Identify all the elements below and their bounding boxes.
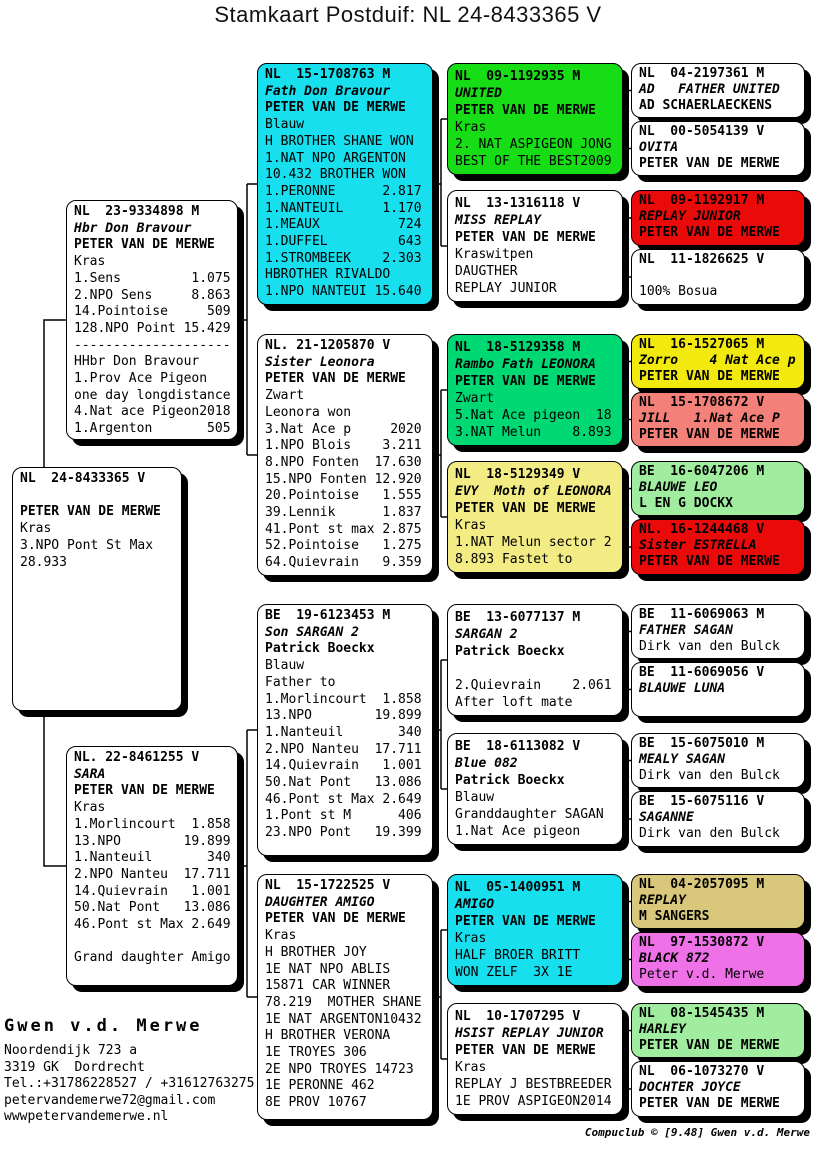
contact-address-line: Noordendijk 723 a	[4, 1043, 138, 1058]
pedigree-line: NL 06-1073270 V	[639, 1064, 765, 1079]
pedigree-line: 1.NAT NPO ARGENTON	[265, 150, 406, 166]
pedigree-line: HSIST REPLAY JUNIOR	[455, 1026, 604, 1041]
pedigree-line: 1.NPO Blois 3.211	[265, 438, 422, 454]
pedigree-line: BE 15-6075010 M	[639, 736, 765, 751]
pedigree-line: HARLEY	[639, 1021, 686, 1037]
pedigree-line: PETER VAN DE MERWE	[265, 100, 406, 116]
pedigree-line: FATHER SAGAN	[639, 622, 733, 638]
pedigree-line: NL 15-1708763 M	[265, 67, 391, 82]
pedigree-line: 14.Pointoise 509	[74, 304, 231, 320]
pedigree-line: 39.Lennik 1.837	[265, 505, 422, 521]
pedigree-line: REPLAY	[639, 892, 686, 908]
pedigree-line: Granddaughter SAGAN	[455, 807, 604, 822]
pedigree-line: 46.Pont st Max 2.649	[74, 917, 231, 933]
pedigree-line: M SANGERS	[639, 908, 710, 924]
pedigree-line: NL. 21-1205870 V	[265, 338, 391, 353]
pedigree-line: PETER VAN DE MERWE	[455, 914, 596, 929]
pedigree-line: Son SARGAN 2	[265, 624, 359, 640]
pedigree-line: PETER VAN DE MERWE	[74, 237, 215, 253]
pedigree-line: 1.Nanteuil 340	[74, 850, 231, 866]
pedigree-box-father	[66, 200, 238, 440]
pedigree-line: HALF BROER BRITT	[455, 948, 581, 963]
pedigree-line: Dirk van den Bulck	[639, 825, 780, 841]
pedigree-line: 4.Nat ace Pigeon2018	[74, 404, 231, 420]
pedigree-line: UNITED	[455, 86, 502, 101]
pedigree-line: 1.Nanteuil 340	[265, 724, 422, 740]
pedigree-line: 2.NPO Sens 8.863	[74, 287, 231, 303]
pedigree-line: one day longdistance	[74, 387, 231, 403]
pedigree-line: 41.Pont st max 2.875	[265, 521, 422, 537]
pedigree-line: NL 97-1530872 V	[639, 935, 765, 950]
pedigree-line: Kras	[20, 521, 52, 537]
pedigree-line: NL 04-2197361 M	[639, 66, 765, 81]
pedigree-line: HBROTHER RIVALDO	[265, 267, 391, 283]
pedigree-box-c4b10	[631, 662, 805, 717]
pedigree-line: Sister Leonora	[265, 354, 375, 370]
pedigree-line: Zwart	[265, 388, 305, 404]
pedigree-line: 1.Morlincourt 1.858	[265, 691, 422, 707]
pedigree-line: NL 09-1192935 M	[455, 69, 581, 84]
pedigree-line: 50.Nat Pont 13.086	[74, 900, 231, 916]
pedigree-line: PETER VAN DE MERWE	[455, 103, 596, 118]
pedigree-line: BEST OF THE BEST2009	[455, 154, 612, 169]
pedigree-line: 100% Bosua	[639, 283, 718, 299]
pedigree-line: Dirk van den Bulck	[639, 767, 780, 783]
pedigree-line: NL 15-1722525 V	[265, 878, 391, 893]
pedigree-box-c3b1	[447, 63, 623, 175]
pedigree-line: BE 19-6123453 M	[265, 608, 391, 623]
pedigree-line: 64.Quievrain 9.359	[265, 555, 422, 571]
pedigree-line: BE 11-6069063 M	[639, 607, 765, 622]
pedigree-line: PETER VAN DE MERWE	[639, 1095, 780, 1111]
pedigree-line: 1.Nat Ace pigeon	[455, 824, 581, 839]
pedigree-line: 52.Pointoise 1.275	[265, 538, 422, 554]
pedigree-line: REPLAY J BESTBREEDER	[455, 1077, 612, 1092]
contact-city-line: 3319 GK Dordrecht	[4, 1059, 145, 1075]
pedigree-line: PETER VAN DE MERWE	[20, 504, 161, 520]
pedigree-box-c3b6	[447, 733, 623, 845]
pedigree-line: 1E PERONNE 462	[265, 1078, 375, 1094]
pedigree-line: EVY Moth of LEONORA	[455, 484, 612, 499]
pedigree-line: MEALY SAGAN	[639, 751, 726, 767]
pedigree-line: --------------------	[74, 337, 231, 353]
pedigree-line: 23.NPO Pont 19.399	[265, 825, 422, 841]
page-title: Stamkaart Postduif: NL 24-8433365 V	[214, 2, 602, 27]
pedigree-line: SARA	[74, 766, 106, 782]
pedigree-line: 2. NAT ASPIGEON JONG	[455, 137, 612, 152]
pedigree-line: Kraswitpen	[455, 247, 534, 262]
pedigree-line: 1.NPO NANTEUI 15.640	[265, 284, 422, 300]
pedigree-line: Blauw	[265, 658, 305, 674]
pedigree-box-c4b08	[631, 519, 805, 575]
pedigree-box-c4b05	[631, 334, 805, 389]
pedigree-line: 10.432 BROTHER WON	[265, 167, 406, 183]
pedigree-box-c2b1	[257, 63, 433, 305]
pedigree-line: 2E NPO TROYES 14723	[265, 1061, 414, 1077]
pedigree-line: BE 15-6075116 V	[639, 794, 765, 809]
pedigree-line: BE 16-6047206 M	[639, 464, 765, 479]
pedigree-line: Kras	[455, 518, 487, 533]
pedigree-line: 3.NPO Pont St Max	[20, 537, 154, 553]
pedigree-line: Kras	[455, 1060, 487, 1075]
pedigree-line: Kras	[265, 928, 297, 944]
pedigree-line: NL 24-8433365 V	[20, 471, 146, 486]
pedigree-line: Hbr Don Bravour	[74, 220, 192, 236]
pedigree-line: 28.933	[20, 554, 67, 570]
pedigree-line: 1.NANTEUIL 1.170	[265, 200, 422, 216]
pedigree-line: PETER VAN DE MERWE	[455, 374, 596, 389]
pedigree-line: NL 00-5054139 V	[639, 124, 765, 139]
pedigree-line: Patrick Boeckx	[455, 773, 565, 788]
pedigree-line: 1.PERONNE 2.817	[265, 183, 422, 199]
pedigree-line: Zwart	[455, 391, 495, 406]
pedigree-line: 3.NAT Melun 8.893	[455, 425, 612, 440]
pedigree-line: 1E NAT ARGENTON10432	[265, 1011, 422, 1027]
pedigree-line: After loft mate	[455, 695, 573, 710]
pedigree-line: SAGANNE	[639, 809, 694, 825]
pedigree-line: NL 16-1527065 M	[639, 337, 765, 352]
pedigree-line: Patrick Boeckx	[455, 644, 565, 659]
pedigree-line: 15871 CAR WINNER	[265, 978, 391, 994]
software-credit: Compuclub © [9.48] Gwen v.d. Merwe	[584, 1126, 810, 1139]
pedigree-line: Kras	[455, 931, 487, 946]
pedigree-line: 15.NPO Fonten 12.920	[265, 471, 422, 487]
pedigree-line: Kras	[74, 800, 106, 816]
pedigree-line: 1.Sens 1.075	[74, 270, 231, 286]
pedigree-line: L EN G DOCKX	[639, 495, 733, 511]
pedigree-box-c4b01	[631, 63, 805, 118]
pedigree-line: 1.Argenton 505	[74, 421, 231, 437]
pedigree-line: Sister ESTRELLA	[639, 537, 757, 553]
pedigree-line: DAUGTHER	[455, 264, 518, 279]
pedigree-box-c4b03	[631, 190, 805, 246]
pedigree-line: AD SCHAERLAECKENS	[639, 97, 773, 113]
pedigree-line: NL. 22-8461255 V	[74, 750, 200, 765]
pedigree-line: H BROTHER SHANE WON	[265, 133, 414, 149]
pedigree-line: NL 18-5129358 M	[455, 340, 581, 355]
pedigree-line: Kras	[74, 254, 106, 270]
pedigree-line: 1.STROMBEEK 2.303	[265, 250, 422, 266]
pedigree-line: Fath Don Bravour	[265, 83, 391, 99]
pedigree-line: PETER VAN DE MERWE	[639, 553, 780, 569]
pedigree-line: BLAUWE LEO	[639, 479, 718, 495]
pedigree-line: PETER VAN DE MERWE	[74, 783, 215, 799]
pedigree-line: BLAUWE LUNA	[639, 680, 726, 696]
pedigree-line: NL 05-1400951 M	[455, 880, 581, 895]
pedigree-line: 20.Pointoise 1.555	[265, 488, 422, 504]
pedigree-line: Blue 082	[455, 756, 518, 771]
contact-name: Gwen v.d. Merwe	[4, 1016, 203, 1036]
pedigree-box-c4b15	[631, 1003, 805, 1058]
pedigree-box-c2b4	[257, 874, 433, 1120]
pedigree-line: NL 10-1707295 V	[455, 1009, 581, 1024]
pedigree-line: 46.Pont st Max 2.649	[265, 791, 422, 807]
pedigree-line: 78.219 MOTHER SHANE	[265, 994, 422, 1010]
pedigree-line: NL 18-5129349 V	[455, 467, 581, 482]
contact-website-line: wwwpetervandemerwe.nl	[4, 1109, 169, 1124]
pedigree-line: Rambo Fath LEONORA	[455, 357, 596, 372]
pedigree-line: NL 15-1708672 V	[639, 395, 765, 410]
pedigree-line: 1.DUFFEL 643	[265, 234, 422, 250]
pedigree-box-c4b16	[631, 1061, 805, 1117]
pedigree-box-mother	[66, 746, 238, 986]
pedigree-line: DAUGHTER AMIGO	[265, 894, 375, 910]
pedigree-line: NL 09-1192917 M	[639, 193, 765, 208]
pedigree-line: Grand daughter Amigo	[74, 950, 231, 966]
pedigree-line: 1.Prov Ace Pigeon	[74, 371, 208, 387]
pedigree-line: 13.NPO 19.899	[74, 833, 231, 849]
pedigree-box-c4b04	[631, 249, 805, 305]
pedigree-line	[74, 934, 230, 951]
pedigree-line: Leonora won	[265, 404, 352, 420]
pedigree-line: BE 13-6077137 M	[455, 610, 581, 625]
pedigree-line: Peter v.d. Merwe	[639, 966, 765, 982]
pedigree-line: PETER VAN DE MERWE	[639, 426, 780, 442]
pedigree-line: HHbr Don Bravour	[74, 354, 200, 370]
contact-block	[4, 1016, 254, 1126]
pedigree-box-c4b12	[631, 791, 805, 847]
pedigree-box-subject	[12, 467, 182, 711]
pedigree-line: PETER VAN DE MERWE	[455, 501, 596, 516]
pedigree-line: PETER VAN DE MERWE	[639, 155, 780, 171]
pedigree-line: NL 23-9334898 M	[74, 204, 200, 219]
pedigree-line	[639, 268, 797, 284]
pedigree-line: 14.Quievrain 1.001	[74, 883, 231, 899]
pedigree-line: NL. 16-1244468 V	[639, 522, 765, 537]
pedigree-line: 8.893 Fastet to	[455, 552, 573, 567]
pedigree-line: 2.NPO Nanteu 17.711	[265, 741, 422, 757]
pedigree-box-c4b09	[631, 604, 805, 659]
pedigree-line: Kras	[455, 120, 487, 135]
pedigree-line: MISS REPLAY	[455, 213, 542, 228]
pedigree-line: 1.Pont st M 406	[265, 808, 422, 824]
pedigree-line: 1.NAT Melun sector 2	[455, 535, 612, 550]
pedigree-box-c4b11	[631, 733, 805, 788]
pedigree-line: Dirk van den Bulck	[639, 638, 780, 654]
pedigree-line: H BROTHER VERONA	[265, 1028, 391, 1044]
pedigree-line: REPLAY JUNIOR	[639, 208, 741, 224]
pedigree-line: DOCHTER JOYCE	[639, 1079, 741, 1095]
pedigree-line: BE 11-6069056 V	[639, 665, 765, 680]
pedigree-line: NL 11-1826625 V	[639, 252, 765, 267]
pedigree-line: Patrick Boeckx	[265, 641, 375, 657]
pedigree-line: NL 04-2057095 M	[639, 877, 765, 892]
pedigree-line: 1E PROV ASPIGEON2014	[455, 1094, 612, 1109]
pedigree-box-c2b2	[257, 334, 433, 576]
pedigree-box-c2b3	[257, 604, 433, 856]
pedigree-box-c3b3	[447, 334, 623, 446]
pedigree-line: 8.NPO Fonten 17.630	[265, 454, 422, 470]
pedigree-line: PETER VAN DE MERWE	[639, 224, 780, 240]
pedigree-line: 1E TROYES 306	[265, 1045, 367, 1061]
pedigree-box-c4b14	[631, 932, 805, 987]
pedigree-box-c4b02	[631, 121, 805, 176]
pedigree-line: 5.Nat Ace pigeon 18	[455, 408, 612, 423]
contact-email-line: petervandemerwe72@gmail.com	[4, 1092, 216, 1108]
pedigree-box-c3b2	[447, 190, 623, 302]
pedigree-line: PETER VAN DE MERWE	[265, 371, 406, 387]
pedigree-line	[455, 660, 615, 677]
pedigree-line: Zorro 4 Nat Ace p	[639, 352, 796, 368]
pedigree-line: PETER VAN DE MERWE	[455, 230, 596, 245]
pedigree-line: 1.Morlincourt 1.858	[74, 816, 231, 832]
pedigree-line: 13.NPO 19.899	[265, 708, 422, 724]
pedigree-line: BE 18-6113082 V	[455, 739, 581, 754]
pedigree-line: 2.NPO Nanteu 17.711	[74, 866, 231, 882]
pedigree-line: H BROTHER JOY	[265, 944, 367, 960]
pedigree-line: 1E NAT NPO ABLIS	[265, 961, 391, 977]
pedigree-line: PETER VAN DE MERWE	[265, 911, 406, 927]
pedigree-line: 128.NPO Point 15.429	[74, 320, 231, 336]
pedigree-line: 3.Nat Ace p 2020	[265, 421, 422, 437]
contact-phone-line: Tel.:+31786228527 / +31612763275	[4, 1076, 255, 1091]
pedigree-line: BLACK 872	[639, 950, 710, 966]
pedigree-line: 2.Quievrain 2.061	[455, 678, 612, 693]
pedigree-box-c3b5	[447, 604, 623, 716]
pedigree-box-c3b8	[447, 1003, 623, 1115]
pedigree-line: NL 13-1316118 V	[455, 196, 581, 211]
pedigree-line: 50.Nat Pont 13.086	[265, 775, 422, 791]
pedigree-line: 8E PROV 10767	[265, 1095, 367, 1111]
pedigree-line: JILL 1.Nat Ace P	[639, 410, 780, 426]
pedigree-line: Father to	[265, 674, 336, 690]
pedigree-line: 14.Quievrain 1.001	[265, 758, 422, 774]
pedigree-line: REPLAY JUNIOR	[455, 281, 557, 296]
pedigree-line: AD FATHER UNITED	[639, 81, 780, 97]
pedigree-line: WON ZELF 3X 1E	[455, 965, 573, 980]
pedigree-line: Blauw	[265, 117, 305, 133]
pedigree-line: OVITA	[639, 139, 679, 155]
pedigree-box-c3b4	[447, 461, 623, 573]
pedigree-box-c4b06	[631, 392, 805, 447]
pedigree-line: PETER VAN DE MERWE	[639, 368, 780, 384]
pedigree-line	[20, 488, 174, 505]
pedigree-line: 1.MEAUX 724	[265, 217, 422, 233]
pedigree-line: SARGAN 2	[455, 627, 518, 642]
pedigree-line: AMIGO	[455, 897, 495, 912]
pedigree-box-c4b13	[631, 874, 805, 929]
pedigree-box-c3b7	[447, 874, 623, 986]
pedigree-box-c4b07	[631, 461, 805, 516]
pedigree-line: NL 08-1545435 M	[639, 1006, 765, 1021]
pedigree-line: PETER VAN DE MERWE	[455, 1043, 596, 1058]
pedigree-line: PETER VAN DE MERWE	[639, 1037, 780, 1053]
pedigree-line: Blauw	[455, 790, 495, 805]
